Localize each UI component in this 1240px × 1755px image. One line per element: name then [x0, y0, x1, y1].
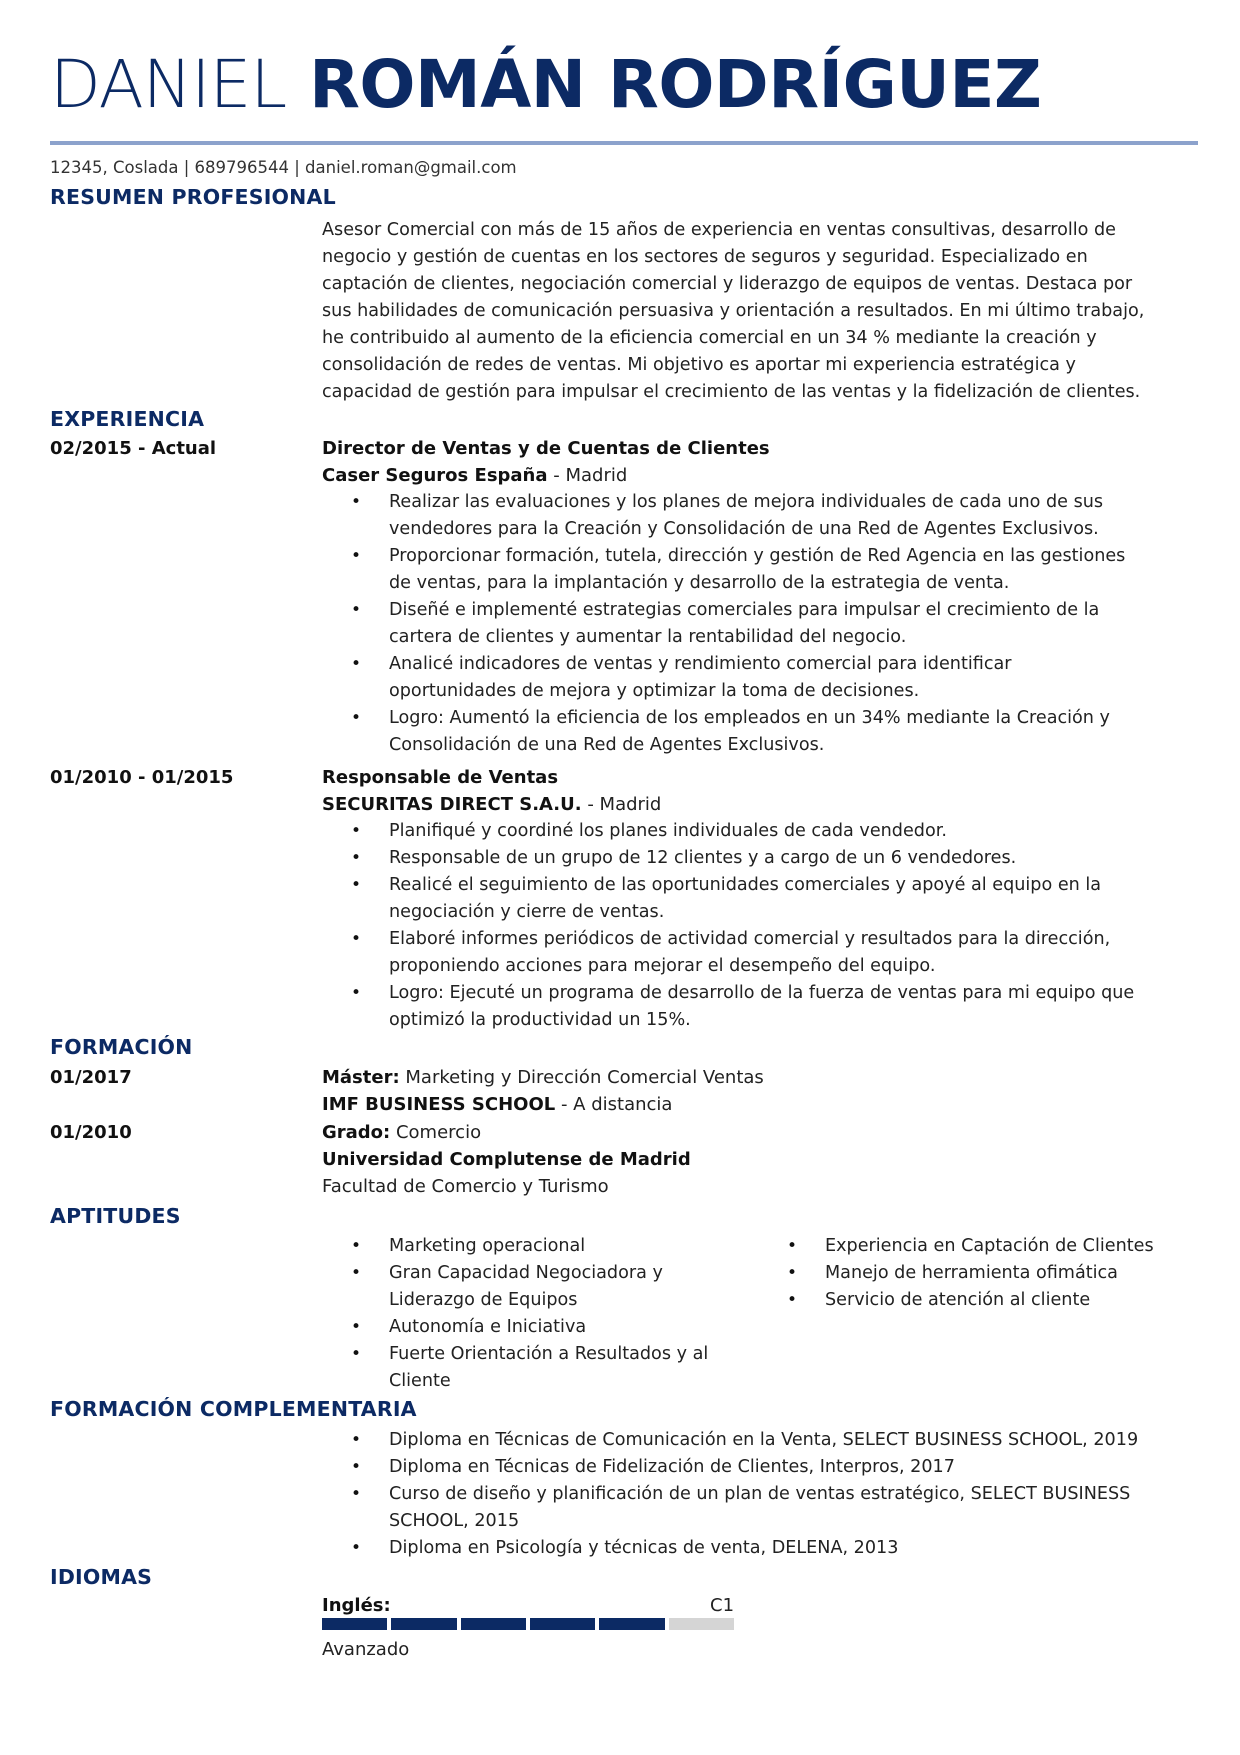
level-segment-filled: [530, 1618, 595, 1630]
section-title-experience: EXPERIENCIA: [50, 407, 205, 431]
education-date: 01/2017: [50, 1067, 132, 1088]
job-company-line: [322, 462, 627, 489]
bullet-line: • Planifiqué y coordiné los planes individuales de cada vendedor.: [389, 821, 947, 841]
bullet-line: oportunidades de mejora y optimizar la toma de decisiones.: [389, 681, 920, 701]
bullet-line: • Analicé indicadores de ventas y rendimiento comercial para identificar: [389, 654, 1012, 674]
skill-line: Liderazgo de Equipos: [389, 1290, 578, 1310]
skill-line: • Servicio de atención al cliente: [825, 1290, 1091, 1310]
summary-line: consolidación de redes de ventas. Mi objetivo es aportar mi experiencia estratégica y: [322, 355, 1076, 375]
first-name: DANIEL: [50, 46, 287, 123]
section-title-courses: FORMACIÓN COMPLEMENTARIA: [50, 1397, 417, 1421]
education-degree: [322, 1119, 481, 1146]
header-divider: [50, 141, 1198, 145]
job-bullets: [322, 489, 1202, 759]
bullet-line: optimizó la productividad un 15%.: [389, 1010, 691, 1030]
list-item: [322, 1341, 742, 1395]
degree-label: Grado:: [322, 1122, 391, 1143]
candidate-name: [50, 46, 1042, 123]
skill-line: • Manejo de herramienta ofimática: [825, 1263, 1118, 1283]
summary-line: Asesor Comercial con más de 15 años de experiencia en ventas consultivas, desarrollo de: [322, 220, 1116, 240]
list-item: [322, 926, 1202, 980]
course-line: • Diploma en Técnicas de Fidelización de Clientes, Interpros, 2017: [389, 1457, 955, 1477]
job-location: - Madrid: [547, 465, 628, 486]
level-segment-filled: [391, 1618, 456, 1630]
education-degree: [322, 1064, 764, 1091]
bullet-line: de ventas, para la implantación y desarrollo de la estrategia de venta.: [389, 573, 1010, 593]
course-line: • Curso de diseño y planificación de un plan de ventas estratégico, SELECT BUSINESS: [389, 1484, 1131, 1504]
list-item: [322, 1454, 1202, 1481]
bullet-line: cartera de clientes y aumentar la rentabilidad del negocio.: [389, 627, 907, 647]
summary-line: captación de clientes, negociación comercial y liderazgo de equipos de ventas. Destaca por: [322, 274, 1133, 294]
job-dates: 02/2015 - Actual: [50, 438, 217, 459]
last-name: ROMÁN RODRÍGUEZ: [309, 46, 1042, 123]
summary-line: capacidad de gestión para impulsar el crecimiento de las ventas y la fidelización de clientes.: [322, 382, 1141, 402]
skill-line: • Experiencia en Captación de Clientes: [825, 1236, 1154, 1256]
section-title-education: FORMACIÓN: [50, 1035, 193, 1059]
list-item: [322, 1314, 742, 1341]
list-item: [758, 1233, 1202, 1260]
list-item: [322, 1535, 1202, 1562]
skill-line: • Marketing operacional: [389, 1236, 586, 1256]
skill-line: Cliente: [389, 1371, 451, 1391]
course-line: SCHOOL, 2015: [389, 1511, 520, 1531]
language-level-bar: [322, 1618, 734, 1630]
list-item: [322, 845, 1202, 872]
job-company-line: [322, 791, 661, 818]
bullet-line: negociación y cierre de ventas.: [389, 902, 665, 922]
section-title-summary: RESUMEN PROFESIONAL: [50, 185, 336, 209]
degree-name: Marketing y Dirección Comercial Ventas: [399, 1067, 764, 1088]
bullet-line: • Realizar las evaluaciones y los planes de mejora individuales de cada uno de sus: [389, 492, 1104, 512]
level-segment-empty: [669, 1618, 734, 1630]
list-item: [322, 980, 1202, 1034]
language-level-code: C1: [710, 1595, 735, 1616]
job-role: Responsable de Ventas: [322, 767, 559, 788]
degree-label: Máster:: [322, 1067, 400, 1088]
job-bullets: [322, 818, 1202, 1034]
language-level-label: Avanzado: [322, 1639, 410, 1660]
job-role: Director de Ventas y de Cuentas de Clientes: [322, 438, 770, 459]
bullet-line: proponiendo acciones para mejorar el desempeño del equipo.: [389, 956, 936, 976]
school-name: IMF BUSINESS SCHOOL: [322, 1094, 556, 1115]
list-item: [322, 818, 1202, 845]
courses-list: [322, 1427, 1202, 1562]
bullet-line: vendedores para la Creación y Consolidación de una Red de Agentes Exclusivos.: [389, 519, 1099, 539]
bullet-line: • Realicé el seguimiento de las oportunidades comerciales y apoyé al equipo en la: [389, 875, 1102, 895]
bullet-line: • Logro: Ejecuté un programa de desarrollo de la fuerza de ventas para mi equipo que: [389, 983, 1135, 1003]
bullet-line: • Elaboré informes periódicos de actividad comercial y resultados para la dirección,: [389, 929, 1111, 949]
school-name: Universidad Complutense de Madrid: [322, 1149, 691, 1170]
job-location: - Madrid: [581, 794, 662, 815]
job-dates: 01/2010 - 01/2015: [50, 767, 234, 788]
skills-list-left: [322, 1233, 742, 1395]
list-item: [322, 597, 1202, 651]
summary-line: sus habilidades de comunicación persuasiva y orientación a resultados. En mi último trabajo,: [322, 301, 1145, 321]
education-date: 01/2010: [50, 1122, 132, 1143]
list-item: [322, 872, 1202, 926]
summary-line: he contribuido al aumento de la eficiencia comercial en un 34 % mediante la creación y: [322, 328, 1097, 348]
level-segment-filled: [599, 1618, 664, 1630]
list-item: [758, 1260, 1202, 1287]
contact-info: 12345, Coslada | 689796544 | daniel.roman@gmail.com: [50, 158, 517, 177]
summary-paragraph: [322, 217, 1202, 406]
education-school: [322, 1091, 672, 1118]
job-company: Caser Seguros España: [322, 465, 548, 486]
skill-line: • Autonomía e Iniciativa: [389, 1317, 587, 1337]
list-item: [322, 1427, 1202, 1454]
degree-name: Comercio: [390, 1122, 482, 1143]
bullet-line: Consolidación de una Red de Agentes Exclusivos.: [389, 735, 825, 755]
language-name: Inglés:: [322, 1595, 391, 1616]
list-item: [322, 705, 1202, 759]
bullet-line: • Responsable de un grupo de 12 clientes y a cargo de un 6 vendedores.: [389, 848, 1017, 868]
list-item: [322, 1233, 742, 1260]
bullet-line: • Proporcionar formación, tutela, dirección y gestión de Red Agencia en las gestiones: [389, 546, 1126, 566]
skills-list-right: [758, 1233, 1202, 1314]
skill-line: • Gran Capacidad Negociadora y: [389, 1263, 663, 1283]
list-item: [322, 489, 1202, 543]
job-company: SECURITAS DIRECT S.A.U.: [322, 794, 582, 815]
skill-line: • Fuerte Orientación a Resultados y al: [389, 1344, 709, 1364]
course-line: • Diploma en Técnicas de Comunicación en la Venta, SELECT BUSINESS SCHOOL, 2019: [389, 1430, 1139, 1450]
school-mode: - A distancia: [555, 1094, 673, 1115]
list-item: [322, 543, 1202, 597]
list-item: [758, 1287, 1202, 1314]
section-title-languages: IDIOMAS: [50, 1565, 153, 1589]
bullet-line: • Logro: Aumentó la eficiencia de los empleados en un 34% mediante la Creación y: [389, 708, 1110, 728]
summary-line: negocio y gestión de cuentas en los sectores de seguros y seguridad. Especializado en: [322, 247, 1088, 267]
list-item: [322, 1260, 742, 1314]
list-item: [322, 1481, 1202, 1535]
level-segment-filled: [322, 1618, 387, 1630]
list-item: [322, 651, 1202, 705]
section-title-skills: APTITUDES: [50, 1204, 181, 1228]
school-faculty: Facultad de Comercio y Turismo: [322, 1176, 609, 1197]
course-line: • Diploma en Psicología y técnicas de venta, DELENA, 2013: [389, 1538, 899, 1558]
level-segment-filled: [461, 1618, 526, 1630]
bullet-line: • Diseñé e implementé estrategias comerciales para impulsar el crecimiento de la: [389, 600, 1100, 620]
